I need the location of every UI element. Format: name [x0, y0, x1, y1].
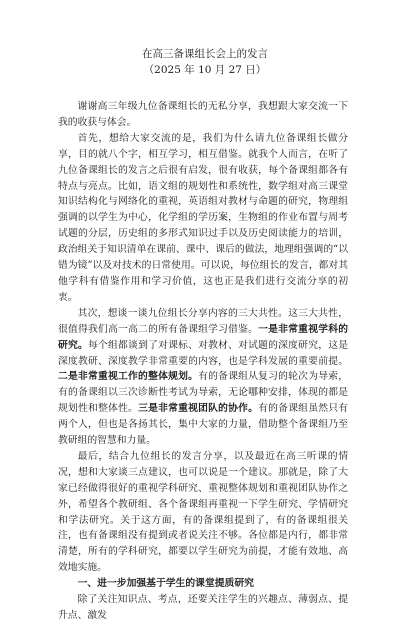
document-title: 在高三备课组长会上的发言 — [142, 48, 268, 60]
bold-phrase: 二是非常重视工作的整体规划。 — [58, 371, 199, 383]
text-run: 每个组都谈到了对课标、对教材、对试题的深度研究，这是深度教研、深度教学非常重要的内容，也是学科发展的重要前提。 — [58, 339, 349, 367]
body-paragraph — [58, 99, 348, 131]
body-paragraph — [58, 306, 348, 449]
text-run: 除了关注知识点、考点，还要关注学生的兴趣点、薄弱点、提升点、激发 — [58, 594, 348, 621]
text-run: 有的备课组虽然只有两个人，但也是各扬其长，集中大家的力量，借助整个备课组乃至教研组的智慧和力量。 — [58, 403, 349, 447]
body-paragraph — [58, 449, 348, 576]
body-paragraph — [58, 131, 348, 306]
bold-phrase: 三是非常重视团队的协作。 — [138, 403, 259, 415]
bold-phrase: 一、进一步加强基于学生的课堂提质研究 — [77, 578, 254, 590]
bold-phrase: 一是非常重视学科的研究。 — [58, 323, 349, 351]
body-paragraph — [58, 576, 348, 592]
body-paragraph — [58, 592, 348, 624]
document-body — [58, 99, 348, 624]
document-date: （2025 年 10 月 27 日） — [143, 64, 267, 76]
text-run: 其次，想谈一谈九位组长分享内容的三大共性。这三大共性，很值得我们高一高二的所有备课组学习借鉴。 — [58, 307, 348, 335]
text-run: 谢谢高三年级九位备课组长的无私分享，我想跟大家交流一下我的收获与体会。 — [58, 101, 348, 128]
text-run: 首先，想给大家交流的是，我们为什么请九位备课组长做分享，目的就八个字，相互学习，相互借鉴。就我个人而言，在听了九位备课组长的发言之后很有启发，很有收获，每个备课组都各有特点与亮点。比如，语文组的规划性和系统性，数学组对高三课堂知识结构化与网络化的重视，英语组对教材与命题的研究，物理组强调的以学生为中心，化学组的学历案，生物组的作业布置与周考试题的分层，历史组的多形式知识过手以及历史阅读能力的培训，政治组关于知识清单在课前、课中、课后的做法，地理组强调的“以错为镜”以及对技术的日常使用。可以说，每位组长的发言，都对其他学科有借鉴作用和学习价值，这也正是我们进行交流分享的初衷。 — [58, 132, 348, 303]
text-run: 最后，结合九位组长的发言分享，以及最近在高三听课的情况，想和大家谈三点建议，也可以说是一个建议。那就是，除了大家已经做得很好的重视学科研究、重视整体规划和重视团队协作之外，希望各个教研组、各个备课组再重视一下学生研究、学情研究和学法研究。关于这方面，有的备课组提到了，有的备课组很关注，也有备课组没有提到或者说关注不够。各位都是内行，都非常清楚，所有的学科研究，都要以学生研究为前提，才能有效地、高效地实施。 — [58, 450, 348, 574]
text-run: 有的备课组从复习的轮次为导索，有的备课组以三次诊断性考试为导索，无论哪种安排，体现的都是规划性和整体性。 — [58, 371, 349, 415]
